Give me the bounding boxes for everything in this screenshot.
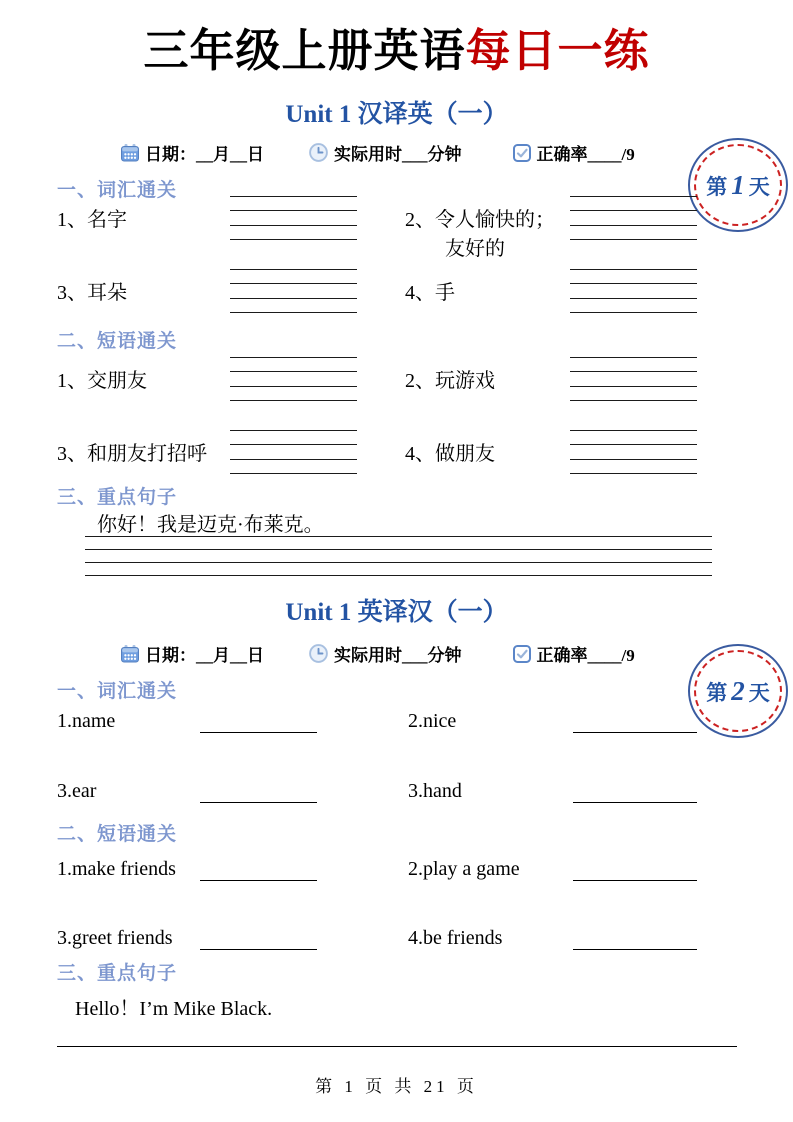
- writing-lines: [230, 357, 357, 401]
- phrase-item: 4.be friends: [408, 927, 503, 949]
- part2-phrase-row-2: [57, 920, 737, 950]
- clock-icon: [308, 142, 329, 163]
- time-field: [308, 140, 462, 165]
- answer-blank: [573, 774, 697, 803]
- accuracy-field: [512, 641, 635, 666]
- part2-sentence-heading: 三、重点句子: [57, 963, 178, 984]
- unit1-heading: Unit 1 汉译英（一）: [285, 101, 508, 128]
- vocab-item: 3.hand: [408, 780, 462, 802]
- accuracy-field: [512, 140, 635, 165]
- part1-phrase-row-2: [57, 430, 737, 474]
- unit2-heading: Unit 1 英译汉（一）: [285, 599, 508, 626]
- page-title-red: 每日一练: [465, 26, 650, 76]
- vocab-item: 1、名字: [57, 209, 127, 231]
- answer-blank: [573, 921, 697, 950]
- vocab-item: 2.nice: [408, 710, 457, 732]
- page-number: 第 1 页 共 21 页: [315, 1077, 478, 1096]
- part2-vocab-heading: 一、词汇通关: [57, 681, 178, 702]
- part2-phrase-row-1: [57, 851, 737, 881]
- answer-blank: [573, 704, 697, 733]
- checkbox-icon: [512, 143, 532, 163]
- part1-vocab-row-2: [57, 269, 737, 313]
- vocab-item: 4、手: [405, 282, 455, 304]
- writing-lines: [570, 196, 697, 240]
- accuracy-label: 正确率____/9: [536, 145, 635, 164]
- answer-blank: [573, 852, 697, 881]
- clock-icon: [308, 643, 329, 664]
- date-field: [120, 140, 264, 165]
- part1-vocab-heading: 一、词汇通关: [57, 180, 178, 201]
- part1-sentence-heading: 三、重点句子: [57, 487, 178, 508]
- part2-vocab-row-1: [57, 703, 737, 733]
- vocab-item: 2、令人愉快的； 友好的: [405, 209, 555, 260]
- time-label: 实际用时___分钟: [334, 145, 462, 164]
- answer-blank: [200, 774, 317, 803]
- phrase-item: 1.make friends: [57, 858, 176, 880]
- phrase-item: 2、玩游戏: [405, 370, 495, 392]
- writing-lines: [230, 430, 357, 474]
- page-title-black: 三年级上册英语: [143, 26, 466, 76]
- day-2-badge-text: 第 2 天: [706, 675, 770, 706]
- phrase-item: 4、做朋友: [405, 443, 495, 465]
- phrase-item: 2.play a game: [408, 858, 520, 880]
- accuracy-label: 正确率____/9: [536, 646, 635, 665]
- calendar-icon: [120, 644, 140, 664]
- phrase-item: 3.greet friends: [57, 927, 173, 949]
- info-row-1: [120, 140, 635, 165]
- part1-sentence: 你好！我是迈克·布莱克。: [97, 514, 324, 536]
- vocab-item: 3、耳朵: [57, 282, 127, 304]
- time-label: 实际用时___分钟: [334, 646, 462, 665]
- part2-vocab-row-2: [57, 773, 737, 803]
- writing-lines: [230, 196, 357, 240]
- writing-lines-wide: [85, 536, 712, 576]
- date-field: [120, 641, 264, 666]
- part2-phrase-heading: 二、短语通关: [57, 824, 178, 845]
- answer-blank: [200, 704, 317, 733]
- answer-blank: [200, 852, 317, 881]
- part1-vocab-row-1: [57, 196, 737, 261]
- time-field: [308, 641, 462, 666]
- phrase-item: 1、交朋友: [57, 370, 147, 392]
- calendar-icon: [120, 143, 140, 163]
- vocab-item: 1.name: [57, 710, 116, 732]
- answer-blank: [200, 921, 317, 950]
- part2-sentence: Hello！I’m Mike Black.: [75, 998, 273, 1020]
- bottom-rule: [57, 1046, 737, 1047]
- writing-lines: [230, 269, 357, 313]
- info-row-2: [120, 641, 635, 666]
- writing-lines: [570, 430, 697, 474]
- page-title: [0, 14, 793, 79]
- checkbox-icon: [512, 644, 532, 664]
- day-1-badge-text: 第 1 天: [706, 169, 770, 200]
- part1-phrase-heading: 二、短语通关: [57, 331, 178, 352]
- date-label: 日期：__月__日: [145, 646, 264, 665]
- vocab-item: 3.ear: [57, 780, 97, 802]
- part1-phrase-row-1: [57, 357, 737, 401]
- date-label: 日期：__月__日: [145, 145, 264, 164]
- writing-lines: [570, 357, 697, 401]
- writing-lines: [570, 269, 697, 313]
- phrase-item: 3、和朋友打招呼: [57, 443, 207, 465]
